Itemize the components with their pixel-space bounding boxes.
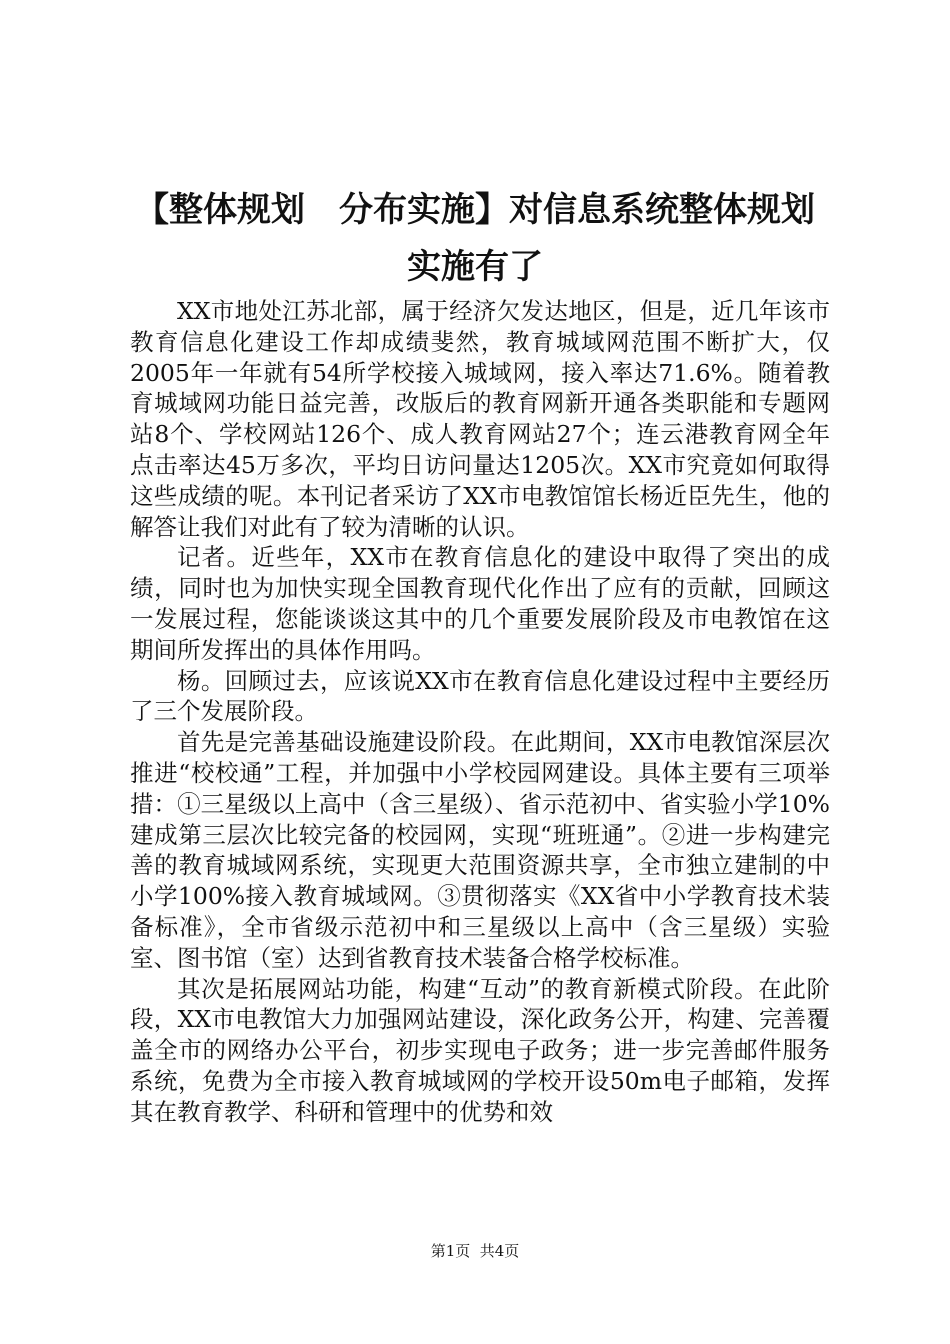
document-body <box>130 296 830 1128</box>
paragraph-reporter-question: 记者。近些年，XX市在教育信息化的建设中取得了突出的成绩，同时也为加快实现全国教育现代化作出了应有的贡献，回顾这一发展过程，您能谈谈这其中的几个重要发展阶段及市电教馆在这期间所发挥出的具体作用吗。 <box>130 543 830 664</box>
page-footer: 第1页 共4页 <box>430 1242 520 1260</box>
paragraph-intro: XX市地处江苏北部，属于经济欠发达地区，但是，近几年该市教育信息化建设工作却成绩斐然，教育城域网范围不断扩大，仅2005年一年就有54所学校接入城域网，接入率达71.6%。随着教育城域网功能日益完善，改版后的教育网新开通各类职能和专题网站8个、学校网站126个、成人教育网站27个；连云港教育网全年点击率达45万多次，平均日访问量达1205次。XX市究竟如何取得这些成绩的呢。本刊记者采访了XX市电教馆馆长杨近臣先生，他的解答让我们对此有了较为清晰的认识。 <box>130 297 830 541</box>
paragraph-stage-one: 首先是完善基础设施建设阶段。在此期间，XX市电教馆深层次推进“校校通”工程，并加强中小学校园网建设。具体主要有三项举措：①三星级以上高中（含三星级）、省示范初中、省实验小学10%建成第三层次比较完备的校园网，实现“班班通”。②进一步构建完善的教育城域网系统，实现更大范围资源共享，全市独立建制的中小学100%接入教育城域网。③贯彻落实《XX省中小学教育技术装备标准》，全市省级示范初中和三星级以上高中（含三星级）实验室、图书馆（室）达到省教育技术装备合格学校标准。 <box>130 728 830 972</box>
paragraph-yang-answer: 杨。回顾过去，应该说XX市在教育信息化建设过程中主要经历了三个发展阶段。 <box>130 666 830 726</box>
paragraph-stage-two: 其次是拓展网站功能，构建“互动”的教育新模式阶段。在此阶段，XX市电教馆大力加强网站建设，深化政务公开，构建、完善覆盖全市的网络办公平台，初步实现电子政务；进一步完善邮件服务系统，免费为全市接入教育城域网的学校开设50m电子邮箱，发挥其在教育教学、科研和管理中的优势和效 <box>130 974 830 1126</box>
document-title-line-2: 实施有了 <box>407 247 543 287</box>
document-title-line-1: 【整体规划 分布实施】对信息系统整体规划 <box>135 190 815 230</box>
